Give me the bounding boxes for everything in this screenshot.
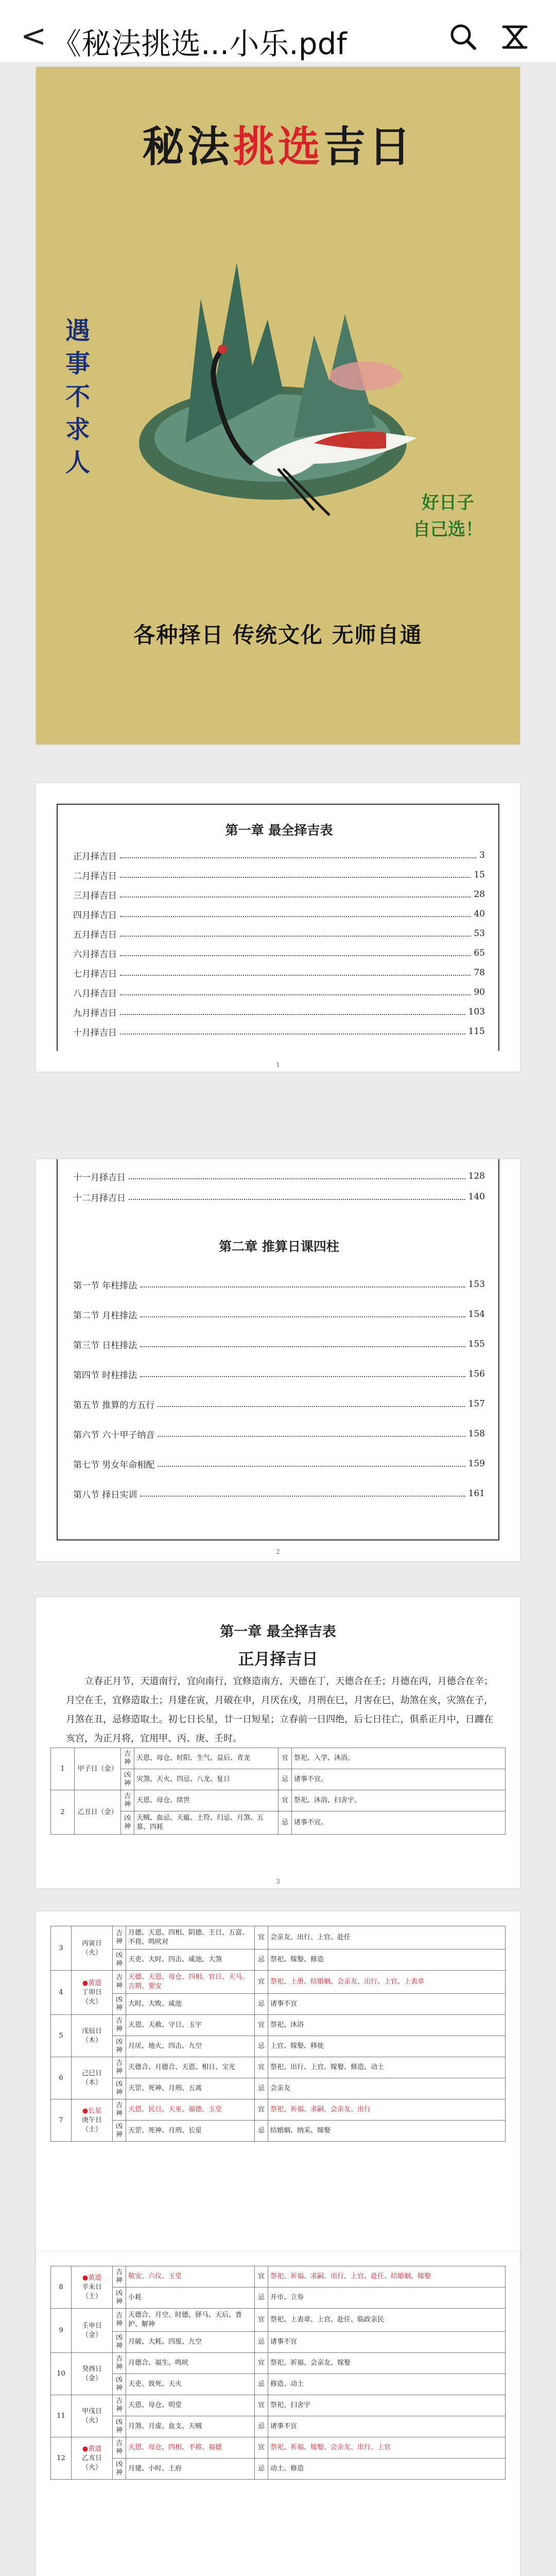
ganzhi-label: 己巳日（木） (81, 2069, 102, 2087)
label-cell: 宜 (255, 2353, 268, 2374)
toc-page-number: 128 (468, 1171, 485, 1181)
chapter-title: 第一章 最全择吉表 (220, 1624, 336, 1640)
table-row (51, 2287, 506, 2309)
label-cell: 吉神 (113, 2353, 126, 2374)
ganzhi-label: 丁卯日（火） (81, 1988, 102, 2006)
date-cell: 4 (51, 1971, 72, 2015)
label-cell: 忌 (255, 1950, 268, 1971)
ganzhi-cell (72, 2437, 113, 2480)
date-cell: 9 (51, 2309, 72, 2353)
toc-label: 第七节 男女年命相配 (73, 1460, 155, 1470)
toc-leader-dots (120, 891, 471, 897)
toc-label: 第二节 月柱排法 (73, 1310, 137, 1321)
ganzhi-cell (72, 2395, 113, 2437)
toc-label: 正月择吉日 (73, 851, 117, 862)
day-mark: ●长星 (82, 2107, 102, 2115)
toc-leader-dots (120, 950, 471, 956)
toc-row[interactable] (73, 1457, 485, 1470)
avoid-cell: 会亲友 (268, 2078, 506, 2099)
toc-page-number: 154 (468, 1309, 485, 1319)
good-gods-cell: 天恩、母仓、明堂 (126, 2395, 255, 2416)
toc-page-number: 103 (468, 1007, 485, 1017)
table-row (51, 2374, 506, 2395)
toc-frame (57, 804, 499, 1051)
toc-label: 十月择吉日 (73, 1027, 117, 1038)
toc-leader-dots (158, 1431, 465, 1437)
table-row (51, 2057, 506, 2078)
toc-leader-dots (120, 1009, 465, 1015)
label-cell: 宜 (255, 2057, 268, 2078)
table-row: 凶神 灾煞、天火、四忌、八龙、复日 忌 诸事不宜。 (51, 1769, 506, 1790)
toc-label: 四月择吉日 (73, 910, 117, 921)
more-icon[interactable] (499, 22, 530, 53)
toc-row[interactable] (73, 1397, 485, 1411)
toc-page-number: 28 (474, 889, 485, 900)
good-gods-cell: 天德、天恩、母仓、四相、官日、天马、吉期、要安 (126, 1971, 255, 1994)
toc-frame (57, 1159, 499, 1540)
ganzhi-label: 癸酉日（金） (81, 2365, 102, 2382)
ganzhi-label: 戊辰日（木） (81, 2027, 102, 2044)
day-mark: ●黄道 (82, 1979, 102, 1987)
label-cell: 凶神 (113, 1950, 126, 1971)
label-cell: 凶神 (113, 2036, 126, 2057)
label-cell: 忌 (255, 2374, 268, 2395)
toc-page-number: 78 (474, 968, 485, 978)
table-row (51, 1926, 506, 1950)
table-row (51, 2309, 506, 2332)
toc-row[interactable] (73, 1278, 485, 1291)
auspicious-table (50, 1926, 506, 2142)
table-row (51, 2078, 506, 2099)
date-cell: 8 (51, 2266, 72, 2309)
toc-label: 七月择吉日 (73, 969, 117, 979)
ganzhi-cell (72, 2099, 113, 2142)
label-cell: 凶神 (113, 1994, 126, 2015)
table-page (36, 2251, 520, 2576)
toc-leader-dots (129, 1194, 465, 1200)
status-bar (0, 0, 556, 11)
day-mark: ●黄道 (82, 2274, 102, 2282)
toc-row[interactable] (73, 927, 485, 940)
bad-gods-cell: 月煞、月虚、血支、天贼 (126, 2416, 255, 2437)
label-cell: 宜 (255, 2015, 268, 2036)
toc-row[interactable] (73, 1337, 485, 1351)
toc-leader-dots (120, 970, 471, 976)
label-cell: 宜 (255, 2099, 268, 2121)
toc-label: 第四节 时柱排法 (73, 1370, 137, 1381)
suitable-cell: 祭祀、上表章、上官、赴任、临政亲民 (268, 2309, 506, 2332)
toc-row[interactable] (73, 907, 485, 921)
toc-row[interactable] (73, 1170, 485, 1183)
label-cell: 凶神 (113, 2416, 126, 2437)
table-row (51, 2099, 506, 2121)
label-cell: 吉神 (113, 2266, 126, 2287)
label-cell: 吉神 (113, 1926, 126, 1950)
intro-paragraph: 立春正月节，天道南行，宜向南行，宜修造南方，天德在丁，天德合在壬；月德在丙，月德合在辛；月空在壬，宜修造取土；月建在寅，月破在申，月厌在戌，月刑在巳，月害在巳，劫煞在亥，灾煞在子，月煞在丑，忌修造取土。初七日长星，廿一日短星；立春前一日四绝，后七日往亡，俱系正月中，日躔在亥宫，为正月将，宜用甲、丙、庚、壬时。 (66, 1676, 493, 1744)
table-row (51, 2416, 506, 2437)
toc-row[interactable] (73, 946, 485, 960)
toc-row[interactable] (73, 888, 485, 901)
toc-label: 第五节 推算的方五行 (73, 1400, 155, 1411)
table-row (51, 2266, 506, 2287)
label-cell: 宜 (255, 2395, 268, 2416)
auspicious-table (50, 1748, 506, 1835)
date-cell: 5 (51, 2015, 72, 2057)
ganzhi-cell (72, 2309, 113, 2353)
toc-page-1 (36, 783, 520, 1072)
auspicious-table (50, 2266, 506, 2480)
toc-label: 第六节 六十甲子纳音 (73, 1430, 155, 1440)
table-row: 凶神 天贼、血忌、天瘟、土符、归忌、月煞、五墓、四耗 忌 诸事不宜。 (51, 1811, 506, 1835)
ganzhi-label: 甲戌日（火） (81, 2407, 102, 2425)
toc-label: 第三节 日柱排法 (73, 1340, 137, 1351)
ganzhi-label: 丙寅日（火） (81, 1939, 102, 1957)
label-cell: 凶神 (113, 2459, 126, 2480)
suitable-cell: 祭祀、祈福、嫁娶、会亲友、出行、上官 (268, 2437, 506, 2459)
label-cell: 凶神 (113, 2374, 126, 2395)
label-cell: 吉神 (113, 1971, 126, 1994)
bad-gods-cell: 月建、小时、土府 (126, 2459, 255, 2480)
toc-leader-dots (120, 852, 476, 858)
toc-row[interactable] (73, 1190, 485, 1204)
toc-page-number: 153 (468, 1279, 485, 1290)
avoid-cell: 修造、动土 (268, 2374, 506, 2395)
ganzhi-cell (72, 1971, 113, 2015)
good-gods-cell: 月德、天恩、四相、阴德、王日、五富、不将、鸣吠对 (126, 1926, 255, 1950)
ganzhi-cell (72, 1926, 113, 1971)
label-cell: 宜 (255, 2266, 268, 2287)
toc-page-number: 156 (468, 1369, 485, 1379)
toc-label: 第一节 年柱排法 (73, 1280, 137, 1291)
bad-gods-cell: 天罡、死神、月刑、五离 (126, 2078, 255, 2099)
toc-row[interactable] (73, 1487, 485, 1500)
table-row (51, 2036, 506, 2057)
avoid-cell: 开市、立券 (268, 2287, 506, 2309)
table-row: 2 乙丑日（金） 吉神 天恩、母仓、续世 宜 祭祀、沐浴、扫舍宇。 (51, 1790, 506, 1811)
document-title: 《秘法挑选...小乐.pdf (51, 26, 347, 61)
suitable-cell: 祭祀、扫舍宇 (268, 2395, 506, 2416)
label-cell: 忌 (255, 2078, 268, 2099)
toc-row[interactable] (73, 1005, 485, 1019)
toc-leader-dots (140, 1281, 465, 1287)
toc-page-number: 65 (474, 948, 485, 958)
toc-leader-dots (129, 1173, 465, 1179)
date-cell: 11 (51, 2395, 72, 2437)
toc-page-number: 40 (474, 909, 485, 919)
toc-page-number: 115 (468, 1026, 485, 1037)
ganzhi-cell (72, 2266, 113, 2309)
label-cell: 凶神 (113, 2121, 126, 2142)
label-cell: 吉神 (113, 2015, 126, 2036)
suitable-cell: 祭祀、祈福、会亲友、嫁娶 (268, 2353, 506, 2374)
date-cell: 10 (51, 2353, 72, 2395)
toc-page-number: 159 (468, 1459, 485, 1469)
suitable-cell: 会亲友、出行、上官、赴任 (268, 1926, 506, 1950)
toc-page-number: 3 (479, 850, 485, 860)
ganzhi-cell (72, 2057, 113, 2099)
reader-toolbar (0, 0, 556, 62)
toc-leader-dots (120, 1028, 465, 1035)
toc-label: 五月择吉日 (73, 929, 117, 940)
toc-page-number: 158 (468, 1429, 485, 1439)
avoid-cell: 诸事不宜 (268, 2332, 506, 2353)
ganzhi-label: 壬申日（金） (81, 2321, 102, 2339)
toc-leader-dots (140, 1490, 465, 1497)
toc-row[interactable] (73, 868, 485, 882)
avoid-cell: 上官、嫁娶、移徙 (268, 2036, 506, 2057)
label-cell: 宜 (255, 2309, 268, 2332)
table-row (51, 1950, 506, 1971)
toc-leader-dots (158, 1461, 465, 1467)
ganzhi-cell (72, 2353, 113, 2395)
label-cell: 吉神 (113, 2057, 126, 2078)
bad-gods-cell: 天吏、大时、四击、咸池、大煞 (126, 1950, 255, 1971)
label-cell: 忌 (255, 2036, 268, 2057)
table-page (36, 1911, 520, 2262)
label-cell: 忌 (255, 1994, 268, 2015)
toc-page-2 (36, 1159, 520, 1561)
toc-heading: 第一章 最全择吉表 (225, 823, 333, 838)
cover-title: 秘法挑选吉日 (142, 122, 414, 172)
good-gods-cell: 敬安、六仪、玉堂 (126, 2266, 255, 2287)
toc-leader-dots (158, 1401, 465, 1407)
label-cell: 忌 (255, 2287, 268, 2309)
toc-row[interactable] (73, 986, 485, 999)
toc-leader-dots (140, 1371, 465, 1377)
ganzhi-label: 乙亥日（火） (81, 2454, 102, 2471)
bad-gods-cell: 小耗 (126, 2287, 255, 2309)
toc-page-number: 90 (474, 987, 485, 997)
bad-gods-cell: 大时、大败、咸池 (126, 1994, 255, 2015)
table-row (51, 2353, 506, 2374)
suitable-cell: 祭祀、沐浴 (268, 2015, 506, 2036)
label-cell: 吉神 (113, 2395, 126, 2416)
bad-gods-cell: 月破、大耗、四废、九空 (126, 2332, 255, 2353)
toc-label: 六月择吉日 (73, 949, 117, 960)
good-gods-cell: 天德合、月空、时德、驿马、天后、普护、解神 (126, 2309, 255, 2332)
table-row (51, 1994, 506, 2015)
toc-row[interactable] (73, 849, 485, 862)
bad-gods-cell: 月厌、地火、四击、九空 (126, 2036, 255, 2057)
label-cell: 忌 (255, 2332, 268, 2353)
toc-label: 九月择吉日 (73, 1008, 117, 1019)
label-cell: 吉神 (113, 2309, 126, 2332)
toc-heading: 第二章 推算日课四柱 (219, 1239, 339, 1254)
suitable-cell: 祭祀、祈福、求嗣、出行、上官、赴任、结婚姻、嫁娶 (268, 2266, 506, 2287)
label-cell: 宜 (255, 2437, 268, 2459)
toc-page-number: 15 (474, 870, 485, 880)
toc-label: 十二月择吉日 (73, 1193, 126, 1204)
table-row: 1 甲子日（金） 吉神 天恩、母仓、时阳、生气、益后、青龙 宜 祭祀、入学、沐浴。 (51, 1748, 506, 1769)
toc-row[interactable] (73, 966, 485, 979)
date-cell: 7 (51, 2099, 72, 2142)
table-row (51, 2437, 506, 2459)
toc-label: 八月择吉日 (73, 988, 117, 999)
avoid-cell: 诸事不宜 (268, 2416, 506, 2437)
toc-page-number: 53 (474, 928, 485, 939)
toc-leader-dots (120, 989, 471, 995)
table-row (51, 1971, 506, 1994)
label-cell: 忌 (255, 2121, 268, 2142)
suitable-cell: 祭祀、上册、结婚姻、会亲友、出行、上官、上表章 (268, 1971, 506, 1994)
label-cell: 忌 (255, 2459, 268, 2480)
good-gods-cell: 天恩、母仓、四相、不将、福德 (126, 2437, 255, 2459)
label-cell: 凶神 (113, 2332, 126, 2353)
label-cell: 宜 (255, 1971, 268, 1994)
toc-row[interactable] (73, 1308, 485, 1321)
bad-gods-cell: 天吏、致死、天火 (126, 2374, 255, 2395)
toc-row[interactable] (73, 1025, 485, 1038)
back-button[interactable]: < (21, 18, 47, 54)
toc-page-number: 140 (468, 1192, 485, 1202)
avoid-cell: 诸事不宜 (268, 1994, 506, 2015)
page-number: 1 (276, 1061, 280, 1069)
label-cell: 吉神 (113, 2437, 126, 2459)
suitable-cell: 祭祀、出行、上官、嫁娶、修造、动土 (268, 2057, 506, 2078)
avoid-cell: 动土、修造 (268, 2459, 506, 2480)
ganzhi-cell (72, 2015, 113, 2057)
bad-gods-cell: 天罡、死神、月刑、长星 (126, 2121, 255, 2142)
label-cell: 吉神 (113, 2099, 126, 2121)
page-number: 2 (276, 1548, 280, 1555)
toc-leader-dots (120, 872, 471, 878)
ganzhi-label: 辛未日（土） (81, 2283, 102, 2300)
toc-label: 十一月择吉日 (73, 1172, 126, 1183)
toc-leader-dots (120, 930, 471, 937)
label-cell: 凶神 (113, 2287, 126, 2309)
label-cell: 忌 (255, 2416, 268, 2437)
table-row (51, 2121, 506, 2142)
good-gods-cell: 天德合、月德合、天恩、相日、宝光 (126, 2057, 255, 2078)
table-row (51, 2395, 506, 2416)
toc-label: 二月择吉日 (73, 871, 117, 882)
date-cell: 3 (51, 1926, 72, 1971)
toc-page-number: 157 (468, 1399, 485, 1409)
good-gods-cell: 天恩、民日、天巫、福德、玉堂 (126, 2099, 255, 2121)
cover-handwriting: 好日子 自己选！ (413, 493, 483, 540)
toc-label: 三月择吉日 (73, 890, 117, 901)
chapter-page (36, 1597, 520, 1888)
ganzhi-label: 庚午日（土） (81, 2116, 102, 2133)
cover-page (36, 67, 520, 744)
day-mark: ●黄道 (82, 2445, 102, 2453)
table-row (51, 2332, 506, 2353)
table-row (51, 2015, 506, 2036)
page-number: 3 (276, 1878, 280, 1885)
toc-leader-dots (140, 1341, 465, 1347)
good-gods-cell: 月德合、福生、鸣吠 (126, 2353, 255, 2374)
toc-page-number: 155 (468, 1339, 485, 1349)
toc-leader-dots (140, 1311, 465, 1317)
suitable-cell: 祭祀、祈福、求嗣、会亲友、出行 (268, 2099, 506, 2121)
avoid-cell: 祭祀、嫁娶、修造 (268, 1950, 506, 1971)
toc-row[interactable] (73, 1367, 485, 1381)
date-cell: 6 (51, 2057, 72, 2099)
cover-vertical-text: 遇 事 不 求 人 (65, 316, 90, 477)
toc-page-number: 161 (468, 1488, 485, 1499)
section-title: 正月择吉日 (238, 1650, 318, 1669)
date-cell: 12 (51, 2437, 72, 2480)
toc-leader-dots (120, 911, 471, 917)
label-cell: 凶神 (113, 2078, 126, 2099)
search-icon[interactable] (448, 22, 479, 53)
table-row (51, 2459, 506, 2480)
label-cell: 宜 (255, 1926, 268, 1950)
cover-slogan: 各种择日 传统文化 无师自通 (133, 622, 423, 648)
toc-row[interactable] (73, 1427, 485, 1440)
avoid-cell: 结婚姻、纳采、嫁娶 (268, 2121, 506, 2142)
good-gods-cell: 天恩、天赦、守日、玉宇 (126, 2015, 255, 2036)
toc-label: 第八节 择日实训 (73, 1489, 137, 1500)
